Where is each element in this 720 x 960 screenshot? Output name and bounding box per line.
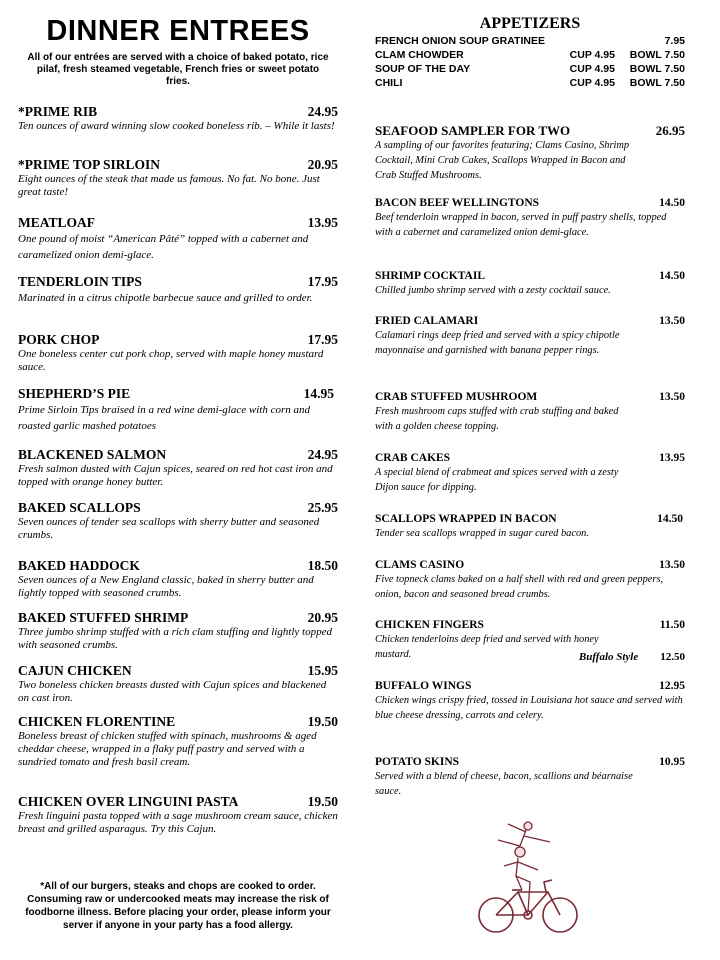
allergy-footnote: *All of our burgers, steaks and chops are cooked to order. Consuming raw or undercooked meats may increase the risk of foodborne illness. Before placing your order, please inform your server if anyone in your party has a food allergy. xyxy=(25,881,331,931)
appetizer-item xyxy=(375,755,685,799)
appetizer-price: 13.50 xyxy=(659,559,685,571)
appetizer-item xyxy=(375,679,685,723)
entree-desc: Seven ounces of tender sea scallops with sherry butter and seasoned crumbs. xyxy=(18,516,320,541)
appetizer-name: SHRIMP COCKTAIL xyxy=(375,270,486,282)
appetizer-name: POTATO SKINS xyxy=(375,756,460,768)
entree-item xyxy=(18,332,338,374)
entree-desc: Fresh salmon dusted with Cajun spices, seared on red hot cast iron and topped with orange honey butter. xyxy=(18,463,333,488)
appetizer-desc: Served with a blend of cheese, bacon, scallions and béarnaise sauce. xyxy=(375,771,633,797)
entree-item xyxy=(18,500,338,542)
entree-item xyxy=(18,386,338,434)
appetizer-desc: Beef tenderloin wrapped in bacon, served in puff pastry shells, topped with a cabernet and caramelized onion demi-glace. xyxy=(375,212,667,238)
bike-handlebar xyxy=(544,880,552,892)
appetizer-name: SEAFOOD SAMPLER FOR TWO xyxy=(375,123,571,138)
appetizer-desc: Chilled jumbo shrimp served with a zesty cocktail sauce. xyxy=(375,285,611,296)
entree-price: 13.95 xyxy=(307,215,338,230)
dinner-intro: All of our entrées are served with a choice of baked potato, rice pilaf, fresh steamed vegetable, French fries or sweet potato fries. xyxy=(27,52,329,87)
appetizer-desc: Five topneck clams baked on a half shell with red and green peppers, onion, bacon and seasoned bread crumbs. xyxy=(375,574,664,600)
appetizer-desc: A sampling of our favorites featuring; Clams Casino, Shrimp Cocktail, Mini Crab Cakes, Scallops Wrapped in Bacon and Crab Stuffed Mushrooms. xyxy=(375,140,630,181)
entree-name: MEATLOAF xyxy=(18,215,95,230)
entree-price: 24.95 xyxy=(307,104,338,119)
entree-name: *PRIME RIB xyxy=(18,104,98,119)
entree-item xyxy=(18,558,338,600)
appetizer-item xyxy=(375,196,685,240)
appetizer-price: 26.95 xyxy=(655,123,685,138)
appetizer-desc: Tender sea scallops wrapped in sugar cured bacon. xyxy=(375,528,589,539)
entree-desc: Prime Sirloin Tips braised in a red wine demi-glace with corn and roasted garlic mashed potatoes xyxy=(18,404,310,432)
appetizer-item xyxy=(375,512,685,541)
appetizer-price: 14.50 xyxy=(659,197,685,209)
entree-name: PORK CHOP xyxy=(18,332,100,347)
entree-item xyxy=(18,663,338,705)
appetizer-price: 13.95 xyxy=(659,452,685,464)
appetizer-desc: Fresh mushroom caps stuffed with crab stuffing and baked with a golden cheese topping. xyxy=(375,406,619,432)
soup-row xyxy=(375,62,685,76)
appetizer-desc: Calamari rings deep fried and served with a spicy chipotle mayonnaise and garnished with banana pepper rings. xyxy=(375,330,620,356)
soup-row xyxy=(375,48,685,62)
appetizer-desc: A special blend of crabmeat and spices served with a zesty Dijon sauce for dipping. xyxy=(375,467,619,493)
entree-desc: One pound of moist “American Pâté” topped with a cabernet and caramelized onion demi-glace. xyxy=(18,233,309,261)
entree-price: 18.50 xyxy=(307,558,338,573)
appetizer-name: BUFFALO WINGS xyxy=(375,680,472,692)
entree-price: 14.95 xyxy=(303,386,334,401)
appetizer-name: SCALLOPS WRAPPED IN BACON xyxy=(375,513,557,525)
soup-row xyxy=(375,34,685,48)
appetizer-item xyxy=(375,618,685,662)
entree-price: 19.50 xyxy=(307,794,338,809)
appetizer-item xyxy=(375,314,685,358)
entree-name: CHICKEN OVER LINGUINI PASTA xyxy=(18,794,239,809)
appetizer-desc: Chicken tenderloins deep fried and served with honey mustard. xyxy=(375,634,599,660)
soup-bowl: BOWL 7.50 xyxy=(629,63,685,75)
entree-name: CAJUN CHICKEN xyxy=(18,663,132,678)
appetizer-item xyxy=(375,390,685,434)
soup-cup: CUP 4.95 xyxy=(569,49,615,61)
entree-desc: One boneless center cut pork chop, served with maple honey mustard sauce. xyxy=(18,348,324,373)
entree-item xyxy=(18,274,338,306)
entree-item xyxy=(18,215,338,263)
entree-name: TENDERLOIN TIPS xyxy=(18,274,142,289)
appetizer-price: 11.50 xyxy=(659,619,685,631)
appetizer-name: BACON BEEF WELLINGTONS xyxy=(375,197,540,209)
soup-name: SOUP OF THE DAY xyxy=(375,63,471,75)
entree-name: BAKED HADDOCK xyxy=(18,558,140,573)
entree-name: SHEPHERD’S PIE xyxy=(18,386,131,401)
entree-desc: Boneless breast of chicken stuffed with spinach, mushrooms & aged cheddar cheese, wrapped in a flaky puff pastry and served with a sundried tomato and fresh basil cream. xyxy=(18,730,317,768)
entree-price: 20.95 xyxy=(307,610,338,625)
entree-name: CHICKEN FLORENTINE xyxy=(18,714,176,729)
entree-price: 19.50 xyxy=(307,714,338,729)
entree-price: 17.95 xyxy=(307,274,338,289)
entree-item xyxy=(18,447,338,489)
appetizer-price: 14.50 xyxy=(657,513,683,525)
soup-cup: CUP 4.95 xyxy=(569,77,615,89)
entree-price: 17.95 xyxy=(307,332,338,347)
entree-item xyxy=(18,104,338,133)
appetizer-price: 13.50 xyxy=(659,391,685,403)
entree-name: BLACKENED SALMON xyxy=(18,447,167,462)
appetizer-name: CHICKEN FINGERS xyxy=(375,619,484,631)
appetizer-name: FRIED CALAMARI xyxy=(375,315,479,327)
entree-item xyxy=(18,714,338,769)
appetizer-item xyxy=(375,558,685,602)
soup-bowl: BOWL 7.50 xyxy=(629,77,685,89)
entree-price: 15.95 xyxy=(307,663,338,678)
appetizers-title: APPETIZERS xyxy=(479,15,581,32)
dinner-entrees-title: DINNER ENTREES xyxy=(46,15,310,47)
entree-price: 25.95 xyxy=(307,500,338,515)
appetizer-item xyxy=(375,269,685,298)
rider-head xyxy=(515,847,525,857)
entree-desc: Three jumbo shrimp stuffed with a rich clam stuffing and lightly topped with seasoned crumbs. xyxy=(18,626,332,651)
buffalo-style-label: Buffalo Style xyxy=(578,651,639,663)
entree-item xyxy=(18,794,338,836)
entree-desc: Ten ounces of award winning slow cooked boneless rib. – While it lasts! xyxy=(18,120,335,132)
soup-table xyxy=(375,34,685,90)
soup-cup: CUP 4.95 xyxy=(569,63,615,75)
soup-bowl: 7.95 xyxy=(664,35,685,47)
appetizer-name: CRAB STUFFED MUSHROOM xyxy=(375,391,538,403)
buffalo-style-price: 12.50 xyxy=(660,651,685,663)
acrobat-head xyxy=(524,822,532,830)
appetizer-item xyxy=(375,124,685,183)
soup-row xyxy=(375,76,685,90)
soup-name: FRENCH ONION SOUP GRATINEE xyxy=(375,35,545,47)
appetizer-price: 12.95 xyxy=(659,680,685,692)
appetizer-desc: Chicken wings crispy fried, tossed in Louisiana hot sauce and served with blue cheese dressing, carrots and celery. xyxy=(375,695,683,721)
entree-desc: Marinated in a citrus chipotle barbecue sauce and grilled to order. xyxy=(18,292,313,304)
entree-desc: Eight ounces of the steak that made us famous. No fat. No bone. Just great taste! xyxy=(18,173,320,198)
entree-desc: Seven ounces of a New England classic, baked in sherry butter and lightly topped with seasoned crumbs. xyxy=(18,574,314,599)
appetizers-column xyxy=(375,14,685,90)
entree-desc: Two boneless chicken breasts dusted with Cajun spices and blackened on cast iron. xyxy=(18,679,327,704)
appetizer-price: 10.95 xyxy=(659,756,685,768)
appetizer-item xyxy=(375,451,685,495)
appetizer-price: 13.50 xyxy=(659,315,685,327)
buffalo-style-option xyxy=(579,651,685,663)
dinner-entrees-column xyxy=(18,14,338,88)
entree-name: BAKED SCALLOPS xyxy=(18,500,141,515)
bicycle-acrobat-illustration xyxy=(468,820,588,940)
entree-name: *PRIME TOP SIRLOIN xyxy=(18,157,161,172)
soup-bowl: BOWL 7.50 xyxy=(629,49,685,61)
appetizer-name: CRAB CAKES xyxy=(375,452,451,464)
entree-price: 24.95 xyxy=(307,447,338,462)
appetizer-name: CLAMS CASINO xyxy=(375,559,465,571)
entree-item xyxy=(18,157,338,199)
entree-desc: Fresh linguini pasta topped with a sage mushroom cream sauce, chicken breast and grilled asparagus. Try this Cajun. xyxy=(18,810,338,835)
appetizer-price: 14.50 xyxy=(659,270,685,282)
entree-item xyxy=(18,610,338,652)
soup-name: CLAM CHOWDER xyxy=(375,49,464,61)
soup-name: CHILI xyxy=(375,77,403,89)
entree-price: 20.95 xyxy=(307,157,338,172)
entree-name: BAKED STUFFED SHRIMP xyxy=(18,610,189,625)
